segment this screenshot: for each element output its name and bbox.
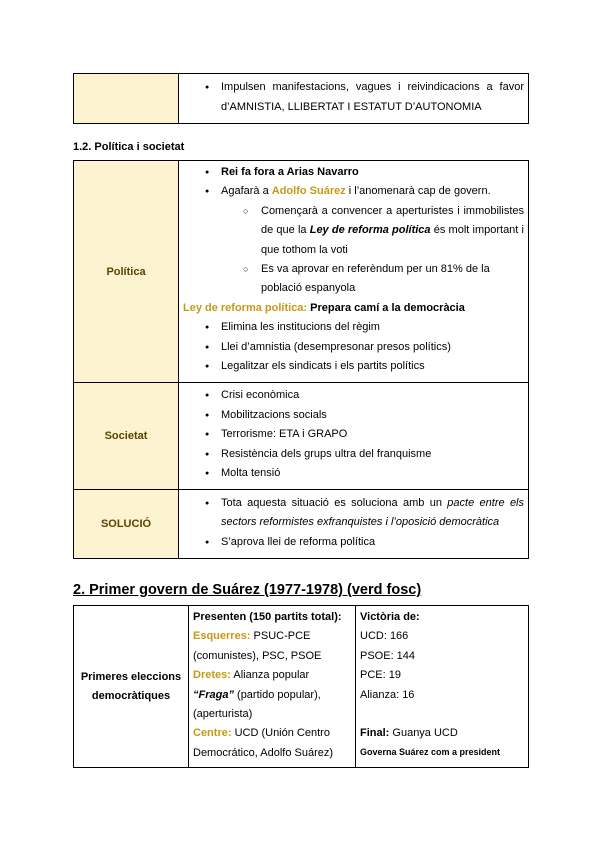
bullet-item: ● Mobilitzacions socials: [183, 406, 524, 425]
result-item: UCD: 166: [360, 630, 409, 643]
result-item: Alianza: 16: [360, 688, 415, 701]
presenten-cell: Presenten (150 partits total): Esquerres: PSUC-PCE (comunistes), PSC, PSOE Dretes: Alianza popular “Fraga” (partido popular), (aperturista) Centre: UCD (Unión Centro Democrático, Adolfo Suárez): [189, 606, 356, 768]
bullet-item: ● Impulsen manifestacions, vagues i reivindicacions a favor d’AMNISTIA, LLIBERTAT I ESTATUT D’AUTONOMIA: [183, 78, 524, 117]
bullet-item: ● Legalitzar els sindicats i els partits polítics: [183, 357, 524, 376]
eleccions-label: Primeres eleccions democràtiques: [74, 606, 189, 768]
victoria-cell: Victòria de: UCD: 166 PSOE: 144 PCE: 19 Alianza: 16 Final: Guanya UCD Governa Suárez com a president: [356, 606, 529, 768]
politica-label: Política: [74, 161, 179, 383]
section-title-1-2: 1.2. Política i societat: [73, 141, 185, 153]
bullet-item: ● Llei d’amnistia (desempresonar presos polítics): [183, 338, 524, 357]
top-table: [73, 73, 529, 124]
sub-bullet-item: ○ Es va aprovar en referèndum per un 81% de la població espanyola: [183, 260, 524, 299]
bullet-item: ● Molta tensió: [183, 464, 524, 483]
solucio-content: [179, 490, 529, 559]
result-item: PSOE: 144: [360, 649, 416, 662]
societat-label: Societat: [74, 383, 179, 490]
sub-bullet-item: ○ Començarà a convencer a aperturistes i immobilistes de que la Ley de reforma política és molt important i que tothom la voti: [183, 202, 524, 260]
politica-content: [179, 161, 529, 383]
ley-line: Ley de reforma política: Prepara camí a la democràcia: [183, 301, 465, 314]
top-content-cell: [179, 74, 529, 124]
bullet-item: ● S’aprova llei de reforma política: [183, 533, 524, 552]
top-label-cell: [74, 74, 179, 124]
bullet-item: ● Agafarà a Adolfo Suárez i l’anomenarà cap de govern.: [183, 182, 524, 201]
bullet-item: ● Resistència dels grups ultra del franquisme: [183, 445, 524, 464]
solucio-label: SOLUCIÓ: [74, 490, 179, 559]
bullet-item: ● Terrorisme: ETA i GRAPO: [183, 425, 524, 444]
bullet-item: ● Tota aquesta situació es soluciona amb un pacte entre els sectors reformistes exfranquistes i l’oposició democràtica: [183, 494, 524, 533]
bullet-item: ● Rei fa fora a Arias Navarro: [183, 163, 524, 182]
bullet-item: ● Elimina les institucions del règim: [183, 318, 524, 337]
eleccions-table: [73, 605, 529, 768]
politica-societat-table: [73, 160, 529, 559]
result-item: PCE: 19: [360, 669, 401, 682]
societat-content: [179, 383, 529, 490]
bullet-item: ● Crisi econòmica: [183, 386, 524, 405]
section-title-2: 2. Primer govern de Suárez (1977-1978) (verd fosc): [73, 582, 422, 598]
